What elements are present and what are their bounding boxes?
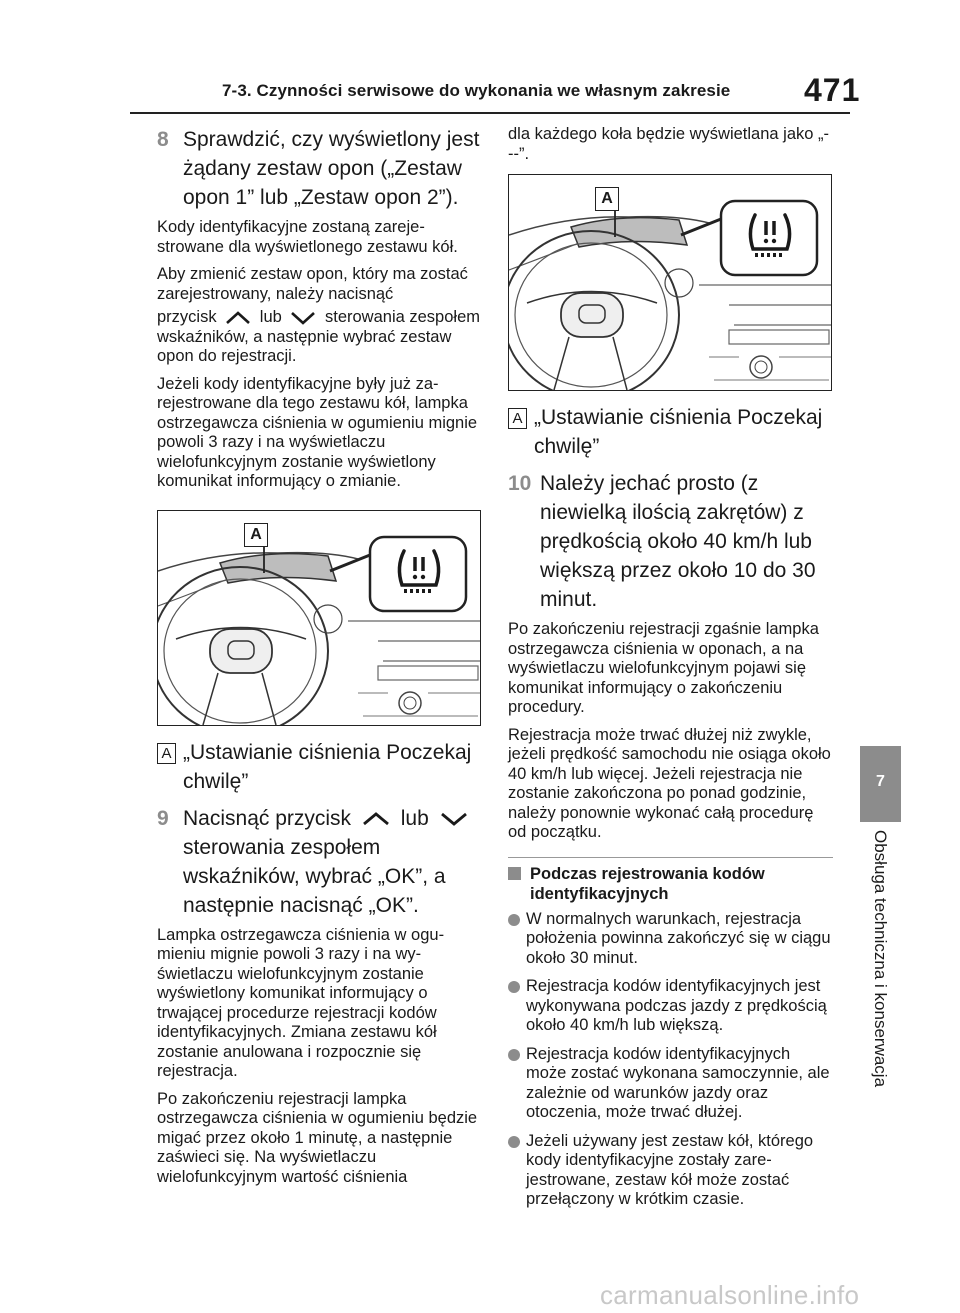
list-item xyxy=(508,1132,833,1210)
paragraph-text: lub xyxy=(259,308,282,326)
figure-callout-label: A xyxy=(595,187,619,211)
step-text: lub xyxy=(400,806,429,830)
step-8 xyxy=(157,125,482,212)
chevron-down-icon xyxy=(290,311,316,325)
section-heading-text: Podczas rejestrowania kodów identyfikacyjnych xyxy=(530,864,765,903)
step-9 xyxy=(157,804,482,920)
section-heading xyxy=(508,864,833,904)
steering-wheel-drawing xyxy=(509,175,831,390)
watermark: carmanualsonline.info xyxy=(600,1280,860,1310)
section-divider xyxy=(508,857,833,858)
round-bullet-icon xyxy=(508,981,520,993)
paragraph: Rejestracja może trwać dłużej niż zwykle, jeżeli prędkość samochodu nie osiąga około 40 km/h lub więcej. Jeżeli rejestracja nie zostanie zakończona po ponad godzinie, należy ponownie wykonać całą procedurę od początku. xyxy=(508,725,831,841)
right-column xyxy=(508,125,833,1219)
paragraph: Kody identyfikacyjne zostaną zarejestrowane dla wyświetlonego zestawu kół. xyxy=(157,218,458,256)
chapter-side-label-text: Obsługa techniczna i konserwacja xyxy=(871,830,890,1088)
step-text: Nacisnąć przycisk xyxy=(183,806,352,830)
list-item xyxy=(508,910,833,969)
paragraph: dla każdego koła będzie wyświetlana jako „---”. xyxy=(508,125,830,163)
dashboard-illustration xyxy=(508,174,832,391)
chapter-side-label xyxy=(862,830,898,1130)
figure-caption xyxy=(508,403,833,461)
round-bullet-icon xyxy=(508,1136,520,1148)
step-text: Należy jechać prosto (z niewielką ilością zakrętów) z prędkością około 40 km/h lub większą przez około 10 do 30 minut. xyxy=(540,472,816,611)
step-text: sterowania zespołem wskaźników, wybrać „OK”, a następnie nacisnąć „OK”. xyxy=(183,835,446,917)
tire-pressure-warning-icon xyxy=(745,211,795,265)
paragraph: Lampka ostrzegawcza ciśnienia w ogumieniu mignie powoli 3 razy i na wyświetlaczu wielofunkcyjnym zostanie wyświetlony komunikat informujący o trwającej procedurze rejestracji kodów identyfikacyjnych. Zmiana zestawu kół zostanie anulowana i rozpocznie się rejestracja. xyxy=(157,925,445,1080)
list-item-text: Rejestracja kodów identyfikacyjnych jest wykonywana podczas jazdy z prędkością około 40 km/h lub większą. xyxy=(526,977,827,1034)
chevron-up-icon xyxy=(225,311,251,325)
step-number: 9 xyxy=(157,806,169,830)
figure-caption xyxy=(157,738,482,796)
square-bullet-icon xyxy=(508,867,521,880)
steering-wheel-drawing xyxy=(158,511,480,725)
dashboard-illustration xyxy=(157,510,481,726)
paragraph: Aby zmienić zestaw opon, który ma zostać zarejestrowany, należy nacisnąć xyxy=(157,265,468,303)
list-item xyxy=(508,977,833,1036)
caption-marker: A xyxy=(157,743,176,764)
step-number: 8 xyxy=(157,128,169,151)
paragraph: Po zakończeniu rejestracji zgaśnie lampka ostrzegawcza ciśnienia w oponach, a na wyświetlaczu wielofunkcyjnym pojawi się komunikat informujący o zakończeniu procedury. xyxy=(508,620,819,716)
figure-callout-label: A xyxy=(244,523,268,547)
round-bullet-icon xyxy=(508,1049,520,1061)
chapter-number: 7 xyxy=(876,773,885,790)
list-item-text: Rejestracja kodów identyfikacyjnych może zostać wykonana samoczynnie, ale zależnie od warunków jazdy oraz otoczenia, może trwać dłużej. xyxy=(526,1044,830,1121)
caption-marker: A xyxy=(508,408,527,429)
chevron-up-icon xyxy=(361,811,391,827)
tire-pressure-warning-icon xyxy=(394,547,444,601)
round-bullet-icon xyxy=(508,914,520,926)
paragraph: Jeżeli kody identyfikacyjne były już zarejestrowane dla tego zestawu kół, lampka ostrzegawcza ciśnienia w ogumieniu mignie powoli 3 razy i na wyświetlaczu wielofunkcyjnym zostanie wyświetlony komunikat informujący o zmianie. xyxy=(157,374,478,490)
caption-text: „Ustawianie ciśnienia Poczekaj chwilę” xyxy=(183,740,472,793)
chevron-down-icon xyxy=(439,811,469,827)
list-item-text: W normalnych warunkach, rejestracja położenia powinna zakończyć się w ciągu około 30 minut. xyxy=(526,909,831,967)
running-header-title: 7-3. Czynności serwisowe do wykonania we własnym zakresie xyxy=(222,81,731,100)
paragraph: Po zakończeniu rejestracji lampka ostrzegawcza ciśnienia w ogumieniu będzie migać przez około 1 minutę, a następnie zaświeci się. Na wyświetlaczu wielofunkcyjnym wartość ciśnienia xyxy=(157,1089,478,1186)
step-number: 10 xyxy=(508,472,532,495)
caption-text: „Ustawianie ciśnienia Poczekaj chwilę” xyxy=(534,406,823,458)
paragraph-text: sterowania zespołem wskaźników, a następnie wybrać zestaw opon do rejestracji. xyxy=(157,308,480,365)
page-number: 471 xyxy=(804,72,861,108)
step-text: Sprawdzić, czy wyświetlony jest żądany zestaw opon („Zestaw opon 1” lub „Zestaw opon 2”). xyxy=(183,128,480,209)
paragraph-with-icons xyxy=(157,308,482,367)
left-column xyxy=(157,125,482,1195)
paragraph-text: przycisk xyxy=(157,308,217,326)
header-rule xyxy=(130,112,850,114)
list-item-text: Jeżeli używany jest zestaw kół, którego kody identyfikacyjne zostały zarejestrowane, zestaw kół może zostać przełączony w krótkim czasie. xyxy=(526,1131,814,1208)
step-10 xyxy=(508,469,833,614)
list-item xyxy=(508,1045,833,1123)
